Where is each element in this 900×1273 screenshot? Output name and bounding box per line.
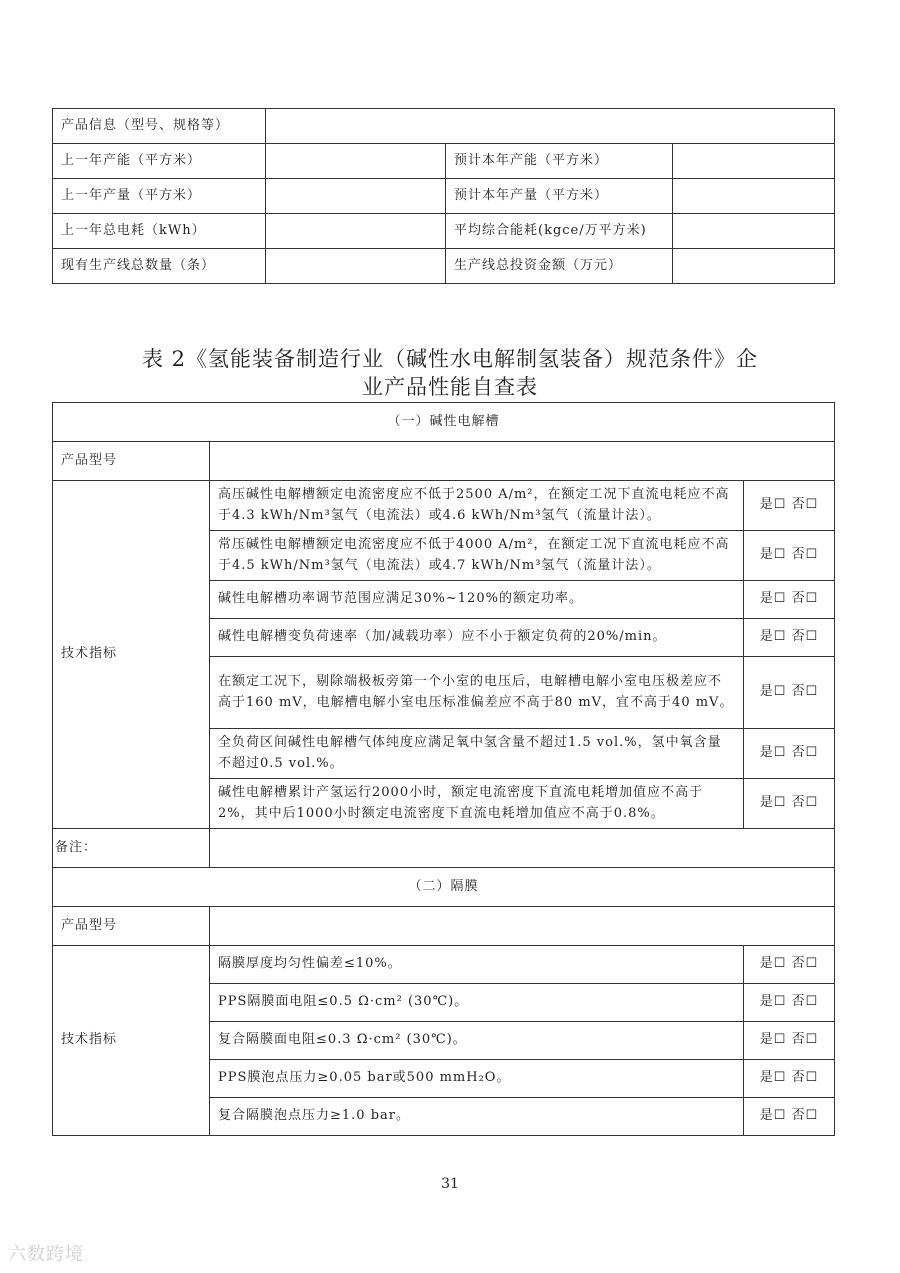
self-check-table xyxy=(52,402,835,1136)
indicator-text: 全负荷区间碱性电解槽气体纯度应满足氧中氢含量不超过1.5 vol.%，氢中氧含量不超过0.5 vol.%。 xyxy=(210,729,744,779)
info-value-field[interactable] xyxy=(266,249,446,284)
indicator-text: 高压碱性电解槽额定电流密度应不低于2500 A/m²，在额定工况下直流电耗应不高于4.3 kWh/Nm³氢气（电流法）或4.6 kWh/Nm³氢气（流量计法）。 xyxy=(210,481,744,531)
yes-checkbox[interactable]: 是☐ xyxy=(759,956,787,972)
yes-checkbox[interactable]: 是☐ xyxy=(759,745,787,761)
model-field[interactable] xyxy=(210,442,835,481)
info-value-field[interactable] xyxy=(673,249,835,284)
indicator-text: 复合隔膜泡点压力≥1.0 bar。 xyxy=(210,1098,744,1136)
table-row xyxy=(53,179,835,214)
indicator-text: 在额定工况下，剔除端极板旁第一个小室的电压后，电解槽电解小室电压极差应不高于160 mV，电解槽电解小室电压标准偏差应不高于80 mV，宜不高于40 mV。 xyxy=(210,657,744,729)
tech-indicator-label: 技术指标 xyxy=(53,946,210,1136)
info-label: 上一年总电耗（kWh） xyxy=(53,214,266,249)
no-checkbox[interactable]: 否☐ xyxy=(791,745,819,761)
no-checkbox[interactable]: 否☐ xyxy=(791,591,819,607)
info-label: 现有生产线总数量（条） xyxy=(53,249,266,284)
model-label: 产品型号 xyxy=(53,907,210,946)
table-row xyxy=(53,144,835,179)
indicator-row xyxy=(53,946,835,984)
no-checkbox[interactable]: 否☐ xyxy=(791,1070,819,1086)
yes-no-options[interactable] xyxy=(744,984,835,1022)
info-value-field[interactable] xyxy=(266,144,446,179)
section-heading: （二）隔膜 xyxy=(53,868,835,907)
yes-no-options[interactable] xyxy=(744,779,835,829)
yes-no-options[interactable] xyxy=(744,619,835,657)
table-title-line-2: 业产品性能自查表 xyxy=(362,375,538,399)
yes-checkbox[interactable]: 是☐ xyxy=(759,795,787,811)
yes-no-options[interactable] xyxy=(744,946,835,984)
table-row xyxy=(53,109,835,144)
info-label: 产品信息（型号、规格等） xyxy=(53,109,266,144)
yes-checkbox[interactable]: 是☐ xyxy=(759,1032,787,1048)
indicator-text: 碱性电解槽累计产氢运行2000小时，额定电流密度下直流电耗增加值应不高于2%，其中后1000小时额定电流密度下直流电耗增加值应不高于0.8%。 xyxy=(210,779,744,829)
info-label: 预计本年产能（平方米） xyxy=(446,144,673,179)
info-label: 上一年产量（平方米） xyxy=(53,179,266,214)
no-checkbox[interactable]: 否☐ xyxy=(791,547,819,563)
no-checkbox[interactable]: 否☐ xyxy=(791,956,819,972)
indicator-text: PPS膜泡点压力≥0.05 bar或500 mmH₂O。 xyxy=(210,1060,744,1098)
watermark: 六数跨境 xyxy=(8,1244,84,1265)
no-checkbox[interactable]: 否☐ xyxy=(791,1108,819,1124)
note-field[interactable] xyxy=(210,829,835,868)
yes-no-options[interactable] xyxy=(744,1060,835,1098)
yes-checkbox[interactable]: 是☐ xyxy=(759,547,787,563)
indicator-text: 复合隔膜面电阻≤0.3 Ω·cm² (30℃)。 xyxy=(210,1022,744,1060)
indicator-text: 碱性电解槽功率调节范围应满足30%~120%的额定功率。 xyxy=(210,581,744,619)
product-info-table xyxy=(52,108,835,284)
info-label: 生产线总投资金额（万元） xyxy=(446,249,673,284)
yes-no-options[interactable] xyxy=(744,729,835,779)
yes-checkbox[interactable]: 是☐ xyxy=(759,1108,787,1124)
info-value-field[interactable] xyxy=(673,179,835,214)
yes-no-options[interactable] xyxy=(744,1098,835,1136)
no-checkbox[interactable]: 否☐ xyxy=(791,994,819,1010)
info-value-field[interactable] xyxy=(266,109,835,144)
tech-indicator-label: 技术指标 xyxy=(53,481,210,829)
indicator-row xyxy=(53,481,835,531)
indicator-text: PPS隔膜面电阻≤0.5 Ω·cm² (30℃)。 xyxy=(210,984,744,1022)
no-checkbox[interactable]: 否☐ xyxy=(791,629,819,645)
model-field[interactable] xyxy=(210,907,835,946)
yes-checkbox[interactable]: 是☐ xyxy=(759,1070,787,1086)
yes-checkbox[interactable]: 是☐ xyxy=(759,684,787,700)
info-label: 预计本年产量（平方米） xyxy=(446,179,673,214)
no-checkbox[interactable]: 否☐ xyxy=(791,684,819,700)
table-row xyxy=(53,829,835,868)
info-label: 上一年产能（平方米） xyxy=(53,144,266,179)
note-label: 备注： xyxy=(53,829,210,868)
section-heading: （一）碱性电解槽 xyxy=(53,403,835,442)
indicator-text: 碱性电解槽变负荷速率（加/减载功率）应不小于额定负荷的20%/min。 xyxy=(210,619,744,657)
yes-checkbox[interactable]: 是☐ xyxy=(759,629,787,645)
no-checkbox[interactable]: 否☐ xyxy=(791,1032,819,1048)
table-row xyxy=(53,214,835,249)
info-value-field[interactable] xyxy=(673,144,835,179)
info-value-field[interactable] xyxy=(673,214,835,249)
info-value-field[interactable] xyxy=(266,179,446,214)
info-label: 平均综合能耗(kgce/万平方米) xyxy=(446,214,673,249)
indicator-text: 隔膜厚度均匀性偏差≤10%。 xyxy=(210,946,744,984)
model-label: 产品型号 xyxy=(53,442,210,481)
table-title-line-1: 表 2《氢能装备制造行业（碱性水电解制氢装备）规范条件》企 xyxy=(141,347,759,371)
yes-no-options[interactable] xyxy=(744,531,835,581)
table-row xyxy=(53,442,835,481)
no-checkbox[interactable]: 否☐ xyxy=(791,497,819,513)
yes-no-options[interactable] xyxy=(744,1022,835,1060)
yes-checkbox[interactable]: 是☐ xyxy=(759,591,787,607)
yes-no-options[interactable] xyxy=(744,581,835,619)
info-value-field[interactable] xyxy=(266,214,446,249)
yes-checkbox[interactable]: 是☐ xyxy=(759,994,787,1010)
table-row xyxy=(53,907,835,946)
yes-no-options[interactable] xyxy=(744,481,835,531)
section-heading-row xyxy=(53,868,835,907)
yes-checkbox[interactable]: 是☐ xyxy=(759,497,787,513)
yes-no-options[interactable] xyxy=(744,657,835,729)
table-row xyxy=(53,249,835,284)
no-checkbox[interactable]: 否☐ xyxy=(791,795,819,811)
section-heading-row xyxy=(53,403,835,442)
page-number: 31 xyxy=(441,1176,459,1192)
indicator-text: 常压碱性电解槽额定电流密度应不低于4000 A/m²，在额定工况下直流电耗应不高于4.5 kWh/Nm³氢气（电流法）或4.7 kWh/Nm³氢气（流量计法）。 xyxy=(210,531,744,581)
